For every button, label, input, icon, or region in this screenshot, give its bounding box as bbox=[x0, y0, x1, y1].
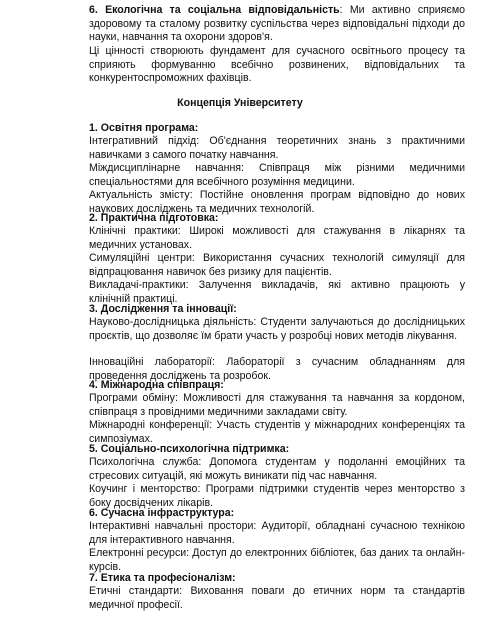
section-5-heading: 5. Соціально-психологічна підтримка: bbox=[89, 443, 290, 455]
section-2-paragraph-3: Викладачі-практики: Залучення викладачів, які активно працюють у клінічній практиці. bbox=[89, 279, 465, 305]
section-5-paragraph-1: Психологічна служба: Допомога студентам у подоланні емоційних та стресових ситуацій, які можуть виникати під час навчання. bbox=[89, 456, 465, 482]
section-2-heading: 2. Практична підготовка: bbox=[89, 212, 219, 224]
concept-title: Концепція Університету bbox=[177, 97, 303, 109]
intro-item-6 bbox=[89, 4, 465, 45]
section-6-paragraph-1: Інтерактивні навчальні простори: Аудиторії, обладнані сучасною технікою для інтерактивного навчання. bbox=[89, 520, 465, 546]
section-1-paragraph-2: Міждисциплінарне навчання: Співпраця між різними медичними спеціальностями для всебічного розуміння медицини. bbox=[89, 162, 465, 188]
section-2-paragraph-2: Симуляційні центри: Використання сучасних технологій симуляції для відпрацювання навичок без ризику для пацієнтів. bbox=[89, 252, 465, 278]
section-4-paragraph-1: Програми обміну: Можливості для стажування та навчання за кордоном, співпраця з провідними медичними закладами світу. bbox=[89, 392, 465, 418]
section-4-heading: 4. Міжнародна співпраця: bbox=[89, 379, 224, 391]
section-6-heading: 6. Сучасна інфраструктура: bbox=[89, 507, 235, 519]
section-3-paragraph-1: Науково-дослідницька діяльність: Студенти залучаються до дослідницьких проєктів, що дозволяє їм брати участь у розробці нових методів лікування. bbox=[89, 316, 465, 342]
section-4-paragraph-2: Міжнародні конференції: Участь студентів у міжнародних конференціях та симпозіумах. bbox=[89, 419, 465, 445]
section-7-heading: 7. Етика та професіоналізм: bbox=[89, 572, 236, 584]
section-5-paragraph-2: Коучинг і менторство: Програми підтримки студентів через менторство з боку досвідчених лікарів. bbox=[89, 483, 465, 509]
section-1-paragraph-3: Актуальність змісту: Постійне оновлення програм відповідно до нових наукових досліджень та медичних технологій. bbox=[89, 189, 465, 215]
section-7-paragraph-1: Етичні стандарти: Виховання поваги до етичних норм та стандартів медичної професії. bbox=[89, 585, 465, 611]
section-6-paragraph-2: Електронні ресурси: Доступ до електронних бібліотек, баз даних та онлайн-курсів. bbox=[89, 547, 465, 573]
section-2-paragraph-1: Клінічні практики: Широкі можливості для стажування в лікарнях та медичних установах. bbox=[89, 225, 465, 251]
values-paragraph: Ці цінності створюють фундамент для сучасного освітнього процесу та сприяють формуванню всебічно розвинених, відповідальних та конкурентоспроможних фахівців. bbox=[89, 45, 465, 84]
item6-label: 6. Екологічна та соціальна відповідальність bbox=[89, 4, 340, 16]
section-3-heading: 3. Дослідження та інновації: bbox=[89, 303, 237, 315]
section-3-paragraph-2: Інноваційні лабораторії: Лабораторії з сучасним обладнанням для проведення досліджень та розробок. bbox=[89, 356, 465, 382]
item6-text: : Ми активно сприяємо здоровому та сталому розвитку суспільства через відповідальні підходи до науки, навчання та охорони здоров'я. bbox=[89, 4, 465, 43]
section-1-paragraph-1: Інтегративний підхід: Об'єднання теоретичних знань з практичними навичками з самого початку навчання. bbox=[89, 135, 465, 161]
section-1-heading: 1. Освітня програма: bbox=[89, 122, 199, 134]
